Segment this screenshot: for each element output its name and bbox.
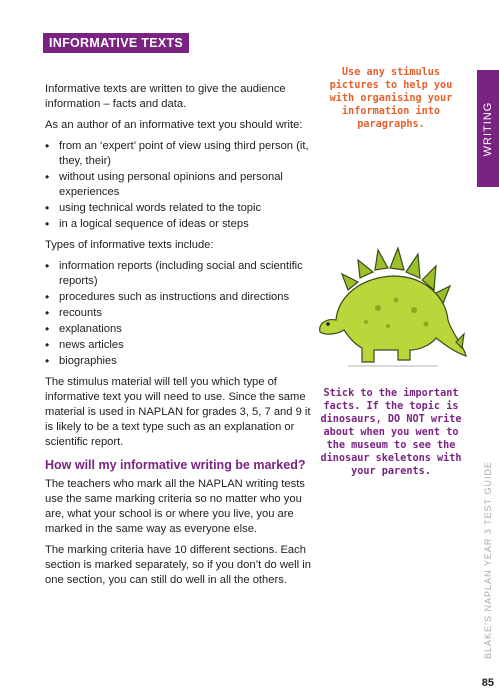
guide-title-vertical (477, 450, 499, 670)
stimulus-paragraph: The stimulus material will tell you which type of informative text you will need to use. Since the same material is used in NAPLAN for grades 3, 5, 7 and 9 it is likely to be a text type such as an explanation or scientific report. (45, 376, 311, 448)
main-text-column (45, 82, 315, 594)
intro-paragraph: Informative texts are written to give the audience information – facts and data. (45, 83, 286, 110)
guide-title-label: BLAKE’S NAPLAN YEAR 3 TEST GUIDE (483, 460, 493, 660)
section-heading: INFORMATIVE TEXTS (43, 33, 189, 53)
types-lead: Types of informative texts include: (45, 239, 214, 251)
marking-paragraph: The marking criteria have 10 different sections. Each section is marked separately, so if you don’t do well in one section, you can still do well in all the others. (45, 544, 311, 586)
list-item: • from an ‘expert’ point of view using third person (it, they, their) (45, 139, 315, 169)
marking-subheading: How will my informative writing be marked? (45, 458, 306, 472)
list-item: • in a logical sequence of ideas or steps (45, 217, 315, 232)
tip-bottom: Stick to the important facts. If the topic is dinosaurs, DO NOT write about when you went to the museum to see the dinosaur skeletons with your parents. (320, 388, 462, 477)
side-tab-label: WRITING (482, 101, 494, 156)
should-write-list (45, 139, 315, 232)
stegosaurus-illustration (318, 238, 468, 378)
types-list (45, 259, 315, 369)
list-item: • information reports (including social and scientific reports) (45, 259, 315, 289)
list-item: • without using personal opinions and personal experiences (45, 170, 315, 200)
list-item: • recounts (45, 306, 315, 321)
intro-lead: As an author of an informative text you should write: (45, 119, 303, 131)
writing-side-tab (477, 70, 499, 187)
list-item: • using technical words related to the topic (45, 201, 315, 216)
page-number: 85 (481, 677, 494, 689)
marking-paragraph: The teachers who mark all the NAPLAN writing tests use the same marking criteria so no matter who you are, what your school is or where you live, you are marked in the same way as everyone else. (45, 478, 305, 535)
list-item: • news articles (45, 338, 315, 353)
tip-top: Use any stimulus pictures to help you with organising your information into paragraphs. (329, 67, 453, 130)
list-item: • explanations (45, 322, 315, 337)
list-item: • biographies (45, 354, 315, 369)
list-item: • procedures such as instructions and directions (45, 290, 315, 305)
